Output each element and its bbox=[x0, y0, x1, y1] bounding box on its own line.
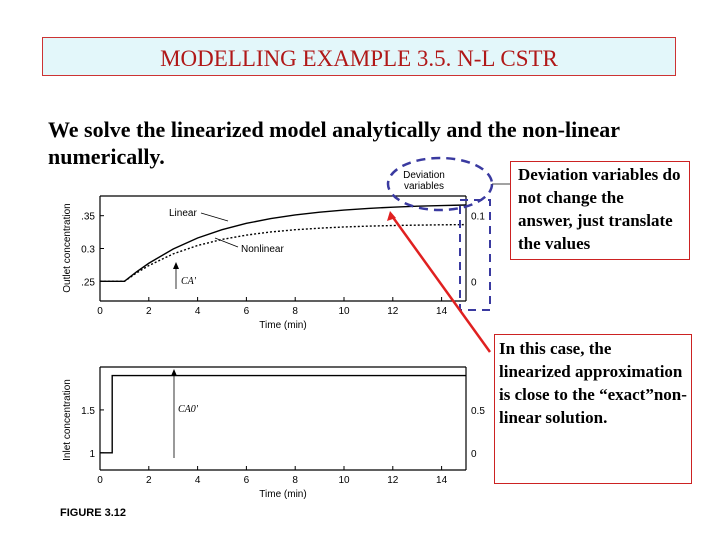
x-tick-label: 6 bbox=[243, 475, 250, 486]
x-tick-label: 4 bbox=[194, 475, 201, 486]
x-tick-label: 6 bbox=[243, 306, 250, 317]
x-tick-label: 2 bbox=[146, 306, 152, 317]
figure-caption: FIGURE 3.12 bbox=[60, 507, 127, 519]
x-tick-label: 10 bbox=[338, 475, 350, 486]
nonlinear-leader bbox=[215, 238, 238, 247]
intro-text: We solve the linearized model analytically and the non-linear numerically. bbox=[48, 117, 620, 169]
series-line-input bbox=[100, 376, 466, 453]
y-tick-label: .35 bbox=[81, 211, 95, 223]
y-tick-label: 0.3 bbox=[81, 244, 95, 256]
cao-arrowhead bbox=[171, 369, 177, 376]
note-deviation: Deviation variables do not change the answer, just translate the values bbox=[510, 161, 690, 260]
bottom-xlabel: Time (min) bbox=[259, 489, 307, 500]
y-tick-label: 1.5 bbox=[81, 405, 95, 417]
x-tick-label: 12 bbox=[387, 306, 399, 317]
ca-label: CA' bbox=[181, 276, 196, 287]
x-tick-label: 14 bbox=[436, 306, 448, 317]
top-ylabel: Outlet concentration bbox=[62, 203, 73, 293]
x-tick-label: 0 bbox=[97, 475, 103, 486]
deviation-label-line1: Deviation bbox=[403, 170, 445, 181]
slide-title: MODELLING EXAMPLE 3.5. N-L CSTR bbox=[160, 46, 558, 71]
bottom-ylabel: Inlet concentration bbox=[62, 379, 73, 461]
x-tick-label: 0 bbox=[97, 306, 103, 317]
y-tick-label: 1 bbox=[89, 448, 95, 460]
x-tick-label: 8 bbox=[292, 306, 298, 317]
bottom-chart bbox=[62, 367, 485, 500]
top-xlabel: Time (min) bbox=[259, 320, 307, 331]
right-tick-label: 0.1 bbox=[471, 211, 485, 223]
nonlinear-label: Nonlinear bbox=[241, 244, 284, 255]
ca-arrowhead bbox=[173, 262, 179, 269]
x-tick-label: 12 bbox=[387, 475, 399, 486]
right-tick-label: 0.5 bbox=[471, 405, 485, 417]
x-tick-label: 4 bbox=[194, 306, 201, 317]
x-tick-label: 10 bbox=[338, 306, 350, 317]
x-tick-label: 14 bbox=[436, 475, 448, 486]
x-tick-label: 8 bbox=[292, 475, 298, 486]
linear-leader bbox=[201, 213, 228, 221]
linear-label: Linear bbox=[169, 208, 197, 219]
right-tick-label: 0 bbox=[471, 277, 477, 289]
note-linearized: In this case, the linearized approximation is close to the “exact”non-linear solution. bbox=[494, 334, 692, 484]
cao-label: CA0' bbox=[178, 404, 198, 415]
deviation-label-line2: variables bbox=[403, 181, 445, 192]
right-tick-label: 0 bbox=[471, 448, 477, 460]
top-chart bbox=[62, 170, 485, 331]
x-tick-label: 2 bbox=[146, 475, 152, 486]
y-tick-label: .25 bbox=[81, 277, 95, 289]
